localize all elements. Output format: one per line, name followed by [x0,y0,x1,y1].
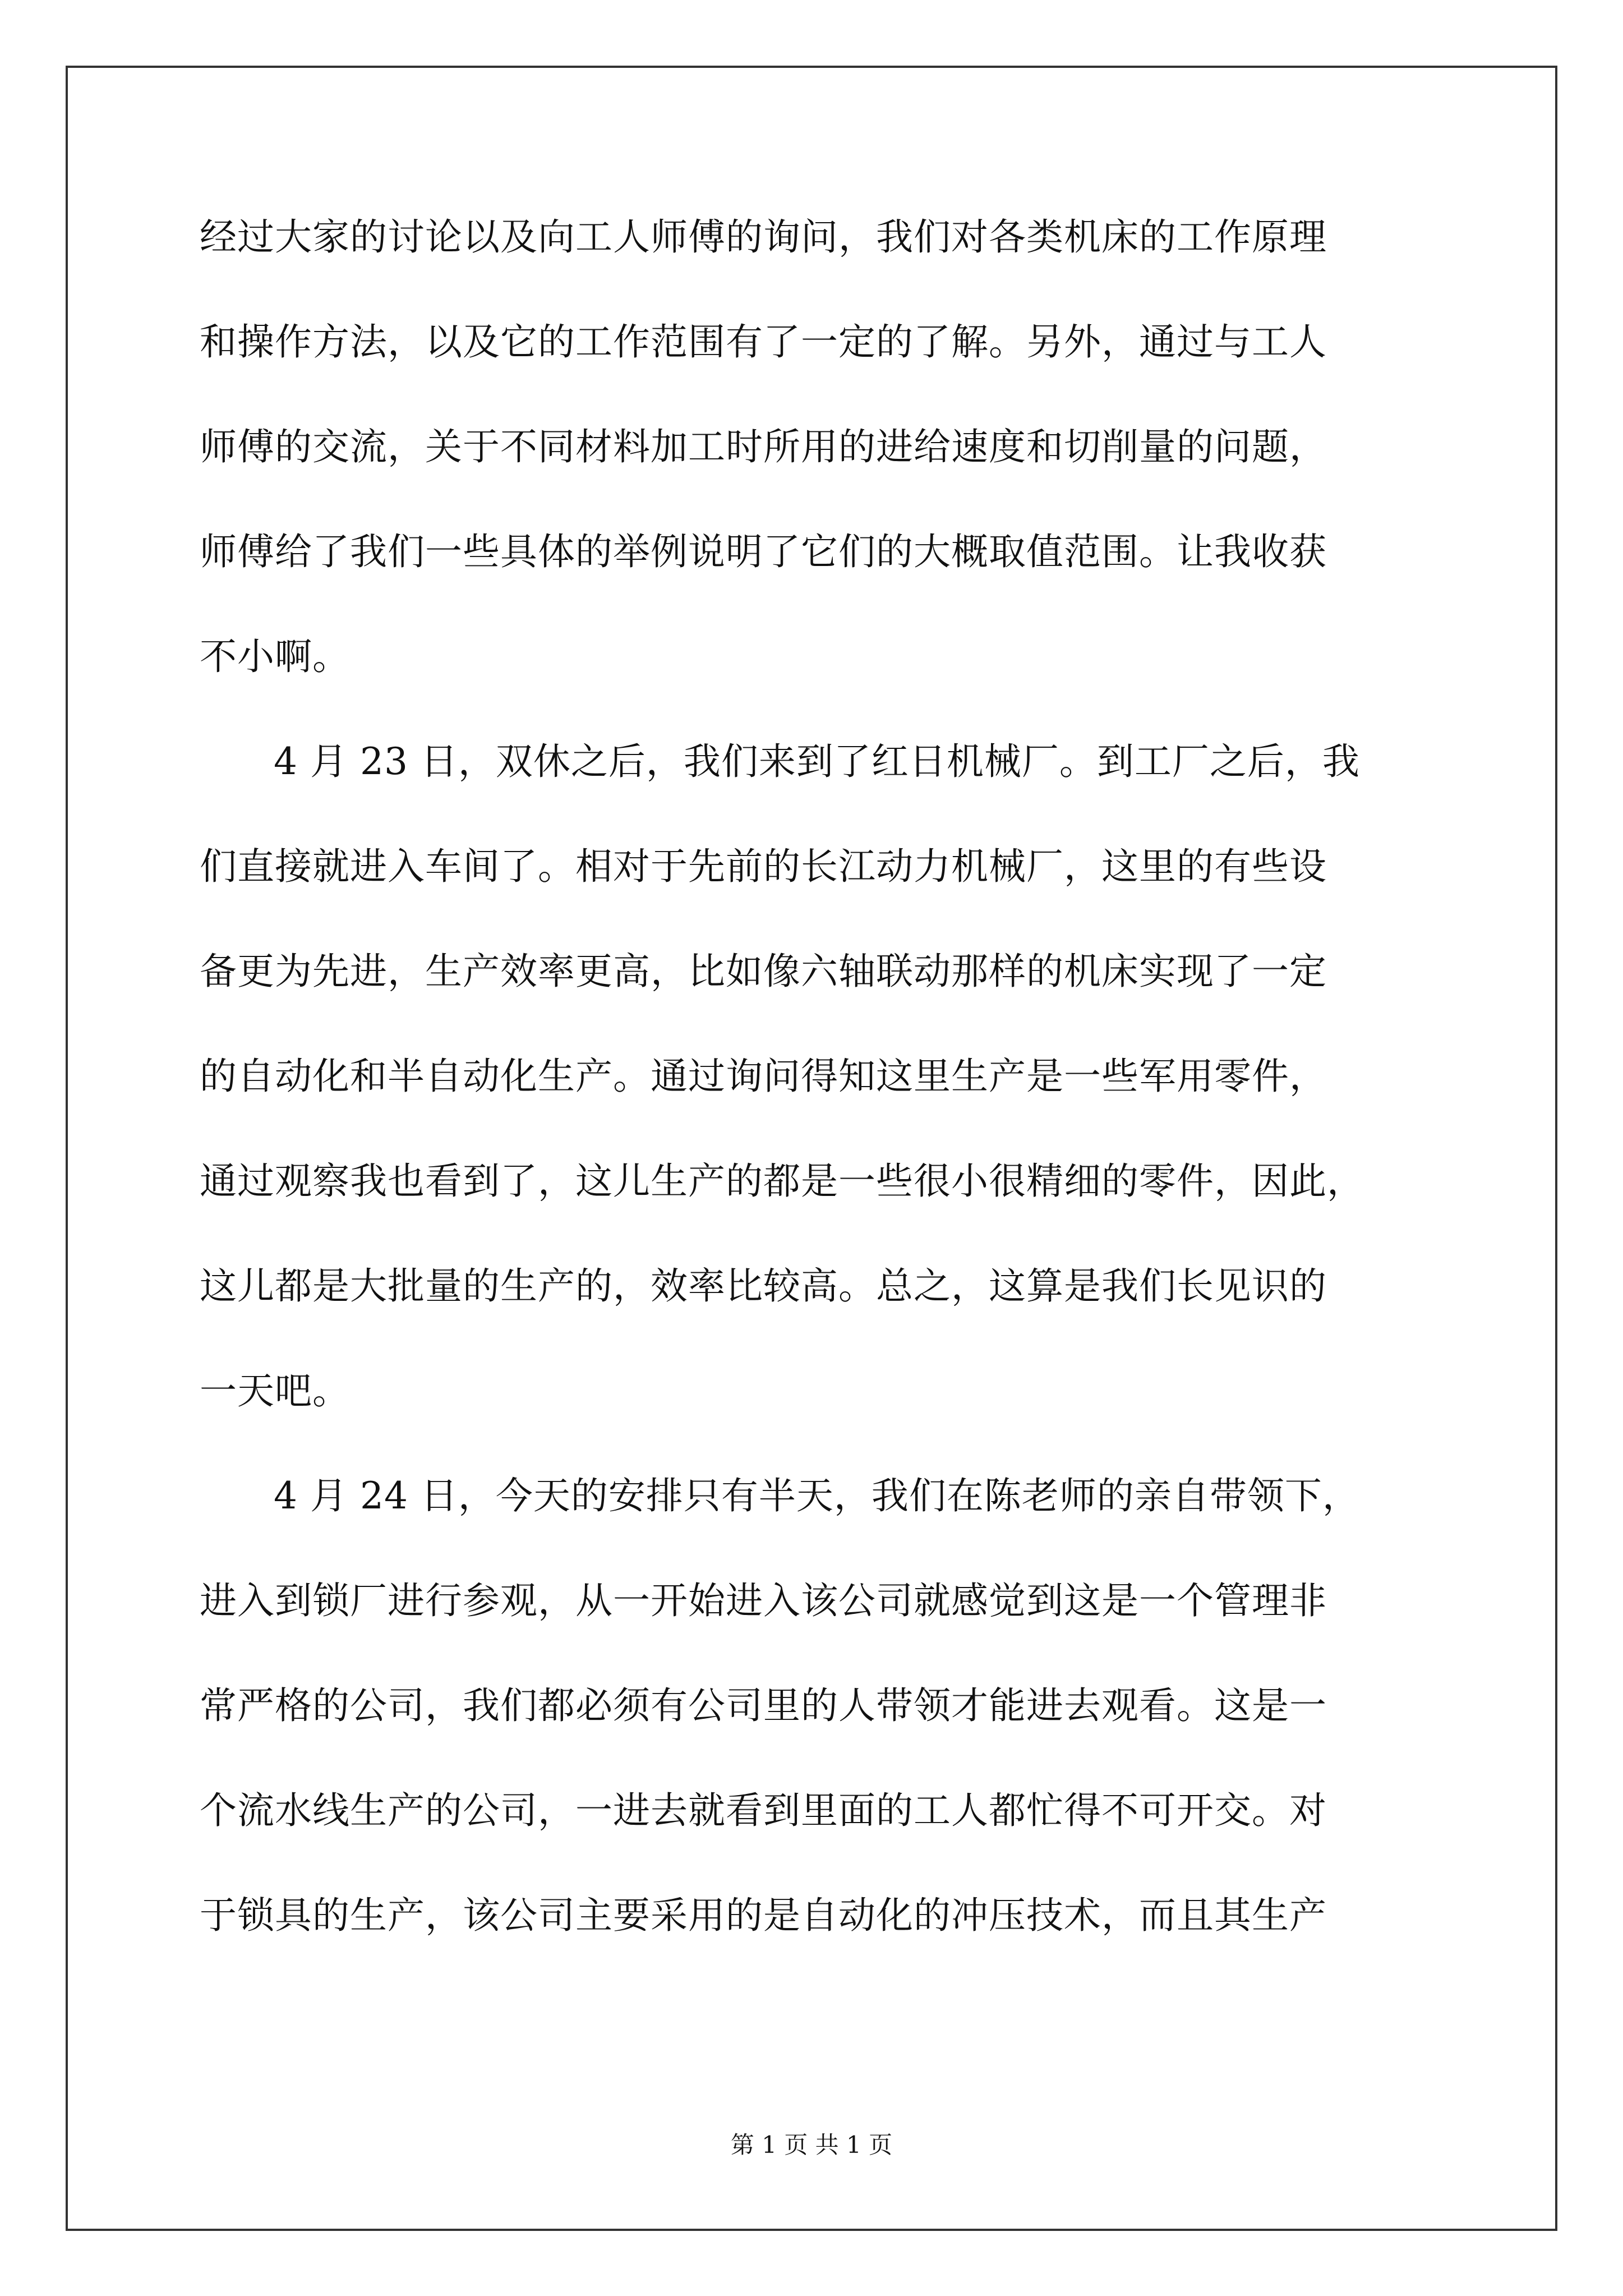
text-line: 通过观察我也看到了，这儿生产的都是一些很小很精细的零件，因此， [200,1159,1364,1203]
text-line: 不小啊。 [200,635,350,678]
text-line: 的自动化和半自动化生产。通过询问得知这里生产是一些军用零件， [200,1055,1327,1098]
paragraph-first-line: 4 月 24 日，今天的安排只有半天，我们在陈老师的亲自带领下， [274,1474,1360,1517]
text-line: 于锁具的生产，该公司主要采用的是自动化的冲压技术，而且其生产 [200,1894,1327,1937]
text-line: 进入到锁厂进行参观，从一开始进入该公司就感觉到这是一个管理非 [200,1579,1327,1622]
text-line: 常严格的公司，我们都必须有公司里的人带领才能进去观看。这是一 [200,1684,1327,1727]
text-line: 们直接就进入车间了。相对于先前的长江动力机械厂，这里的有些设 [200,845,1327,888]
text-line: 这儿都是大批量的生产的，效率比较高。总之，这算是我们长见识的 [200,1264,1327,1308]
text-line: 师傅的交流，关于不同材料加工时所用的进给速度和切削量的问题， [200,425,1327,468]
text-line: 一天吧。 [200,1369,350,1412]
text-line: 和操作方法，以及它的工作范围有了一定的了解。另外，通过与工人 [200,320,1327,364]
paragraph-first-line: 4 月 23 日，双休之后，我们来到了红日机械厂。到工厂之后，我 [274,740,1360,783]
text-line: 经过大家的讨论以及向工人师傅的询问，我们对各类机床的工作原理 [200,215,1327,259]
text-line: 师傅给了我们一些具体的举例说明了它们的大概取值范围。让我收获 [200,530,1327,573]
document-body [200,215,1433,2002]
text-line: 个流水线生产的公司，一进去就看到里面的工人都忙得不可开交。对 [200,1789,1327,1832]
page-footer: 第 1 页 共 1 页 [730,2131,893,2159]
text-line: 备更为先进，生产效率更高，比如像六轴联动那样的机床实现了一定 [200,950,1327,993]
